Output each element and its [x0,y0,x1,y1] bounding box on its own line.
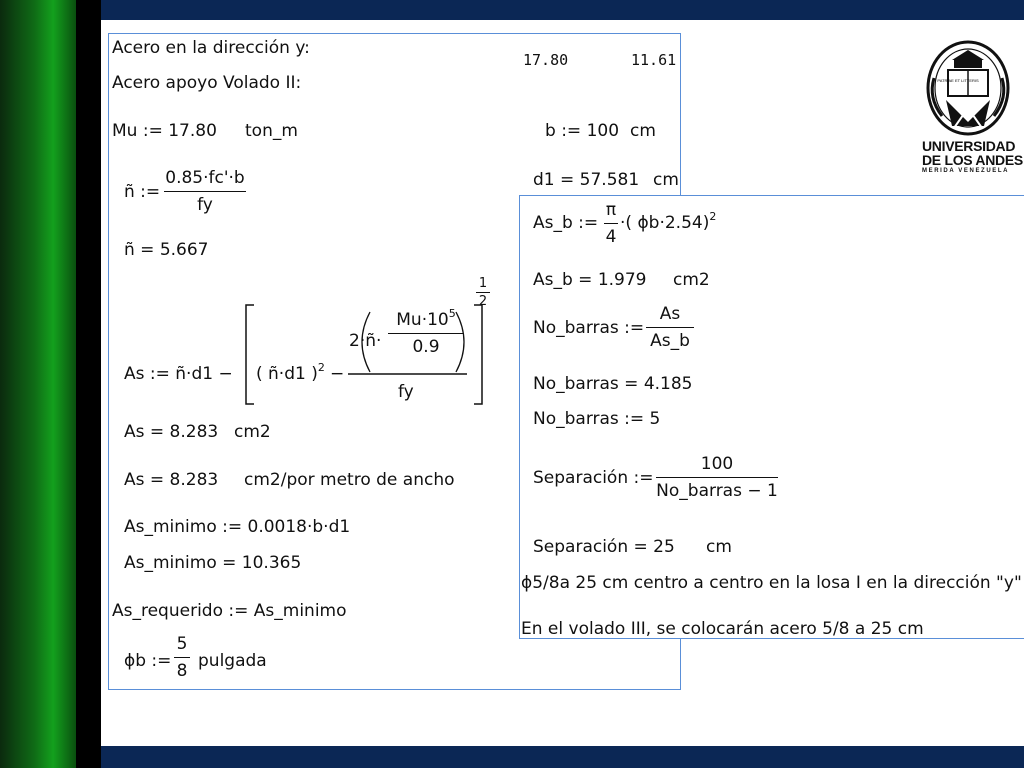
as-requerido: As_requerido := As_minimo [112,601,347,621]
d1-unit: cm [653,170,679,190]
no-barras-result: No_barras = 4.185 [533,374,693,394]
n-denominator: fy [197,195,213,215]
separacion-numerator: 100 [700,454,734,474]
as-mu-fraction-bar [388,333,464,334]
as-result-2-unit: cm2/por metro de ancho [244,470,455,490]
as-outer-exponent-bar [476,292,490,293]
logo-line-1: UNIVERSIDAD [922,138,1016,154]
no-barras-fraction [646,304,694,351]
b-definition: b := 100 [545,121,620,141]
seal-text: PATRIAE ET LITTERIS [937,78,979,83]
n-lhs: ñ := [124,182,161,202]
as-outer-exponent-num: 1 [478,276,488,291]
as-minimo-result: As_minimo = 10.365 [124,553,302,573]
no-barras-set: No_barras := 5 [533,409,661,429]
separacion-result: Separación = 25 [533,537,675,557]
bottom-band [101,746,1024,768]
phi-b-lhs: ϕb := [124,651,172,671]
as-minus: − [330,364,345,384]
asb-fraction [604,200,618,247]
logo-line-3: MERIDA VENEZUELA [922,168,1010,174]
no-barras-fraction-bar [646,327,694,328]
separacion-fraction-bar [656,477,778,478]
separacion-lhs: Separación := [533,468,654,488]
note-volado-iii: En el volado III, se colocarán acero 5/8 a 25 cm [521,619,924,639]
n-numerator: 0.85·fc'·b [165,168,245,188]
asb-numerator: π [605,200,617,220]
separacion-fraction [656,454,778,501]
top-band [101,0,1024,20]
logo-line-2: DE LOS ANDES [922,152,1023,168]
b-unit: cm [630,121,656,141]
d1-result: d1 = 57.581 [533,170,640,190]
n-result: ñ = 5.667 [124,240,209,260]
asb-rhs: ·( ϕb·2.54)$^2$ [620,210,717,233]
phi-b-fraction [174,634,190,681]
as-big-denominator: fy [398,382,414,402]
asb-lhs: As_b := [533,213,599,233]
asb-unit: cm2 [673,270,710,290]
note-losa-i: ϕ5/8a 25 cm centro a centro en la losa I en la dirección "y" [521,573,1022,593]
acero-apoyo-label: Acero apoyo Volado II: [112,73,302,93]
phi-b-numerator: 5 [176,634,188,654]
phi-b-denominator: 8 [176,661,188,681]
separacion-unit: cm [706,537,732,557]
no-barras-denominator: As_b [650,331,690,351]
as-inner-a: ( ñ·d1 )$^2$ [256,361,325,384]
acero-direccion-y-label: Acero en la dirección y: [112,38,310,58]
asb-denominator: 4 [605,227,617,247]
as-lhs: As := ñ·d1 − [124,364,233,384]
as-result-2: As = 8.283 [124,470,219,490]
left-green-bar [0,0,76,768]
as-mu-numerator: $Mu\cdot 10^5$ [396,307,456,330]
mu-definition: Mu := 17.80 [112,121,217,141]
separacion-denominator: No_barras − 1 [656,481,778,501]
n-fraction [164,168,246,215]
as-outer-exponent-den: 2 [478,294,488,309]
left-black-bar [76,0,101,768]
as-mu-denominator: 0.9 [412,337,440,357]
as-result-1-unit: cm2 [234,422,271,442]
asb-result: As_b = 1.979 [533,270,647,290]
asb-fraction-bar [604,223,618,224]
acero-direccion-y-value-2: 11.61 [631,51,677,69]
mu-unit: ton_m [245,121,298,141]
acero-direccion-y-value-1: 17.80 [523,51,569,69]
n-fraction-bar [164,191,246,192]
as-result-1: As = 8.283 [124,422,219,442]
no-barras-lhs: No_barras := [533,318,645,338]
as-mu-fraction [388,307,464,357]
phi-b-unit: pulgada [198,651,267,671]
phi-b-fraction-bar [174,657,190,658]
as-big-numerator-prefix: 2·ñ· [349,331,382,351]
no-barras-numerator: As [659,304,681,324]
as-outer-exponent [476,276,490,309]
as-minimo-definition: As_minimo := 0.0018·b·d1 [124,517,351,537]
